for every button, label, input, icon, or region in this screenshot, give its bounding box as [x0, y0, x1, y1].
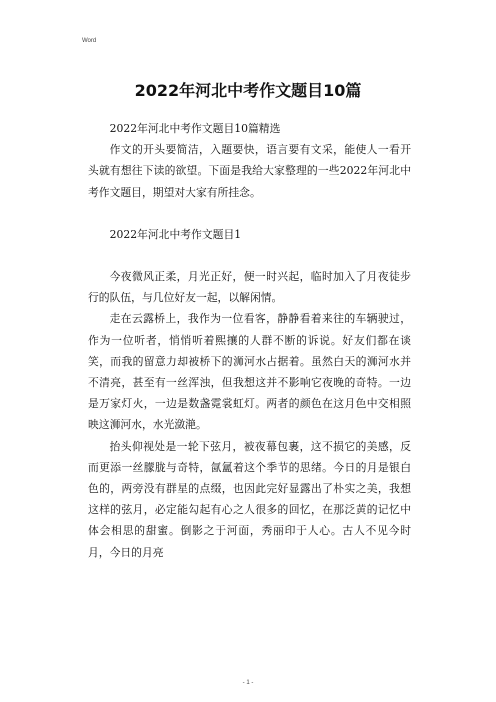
blank-line [88, 245, 411, 266]
intro-paragraph: 作文的开头要简洁，入题要快，语言要有文采，能使人一看开头就有想往下读的欲望。下面是我给大家整理的一些2022年河北中考作文题目，期望对大家有所挂念。 [88, 143, 411, 199]
header-label: Word [82, 38, 97, 44]
document-title: 2022年河北中考作文题目10篇 [134, 81, 362, 100]
body-paragraph: 今夜微风正柔，月光正好，便一时兴起，临时加入了月夜徒步行的队伍，与几位好友一起，以解闲情。 [88, 270, 411, 305]
section-heading: 2022年河北中考作文题目1 [109, 227, 242, 241]
page-number: - 1 - [242, 680, 254, 686]
body-paragraph: 走在云露桥上，我作为一位看客，静静看着来往的车辆驶过，作为一位听者，悄悄听着熙攘的人群不断的诉说。好友们都在谈笑，而我的留意力却被桥下的浉河水占据着。虽然白天的浉河水并不清亮，甚至有一丝浑浊，但我想这并不影响它夜晚的奇特。一边是万家灯火，一边是数盏霓裳虹灯。两者的颜色在这月色中交相照映这浉河水，水光潋滟。 [88, 312, 411, 432]
blank-line [88, 203, 411, 224]
subtitle-paragraph: 2022年河北中考作文题目10篇精选 [109, 122, 281, 135]
body-paragraph: 抬头仰视处是一轮下弦月，被夜幕包裹，这不损它的美感，反而更添一丝朦胧与奇特，氤氲着这个季节的思绪。今日的月是银白色的，两旁没有群星的点缀，也因此完好显露出了朴实之美，我想这样的弦月，必定能勾起有心之人很多的回忆，在那泛黄的记忆中体会相思的甜蜜。倒影之于河面，秀丽印于人心。古人不见今时月，今日的月亮 [88, 439, 411, 559]
document-body [88, 118, 411, 563]
